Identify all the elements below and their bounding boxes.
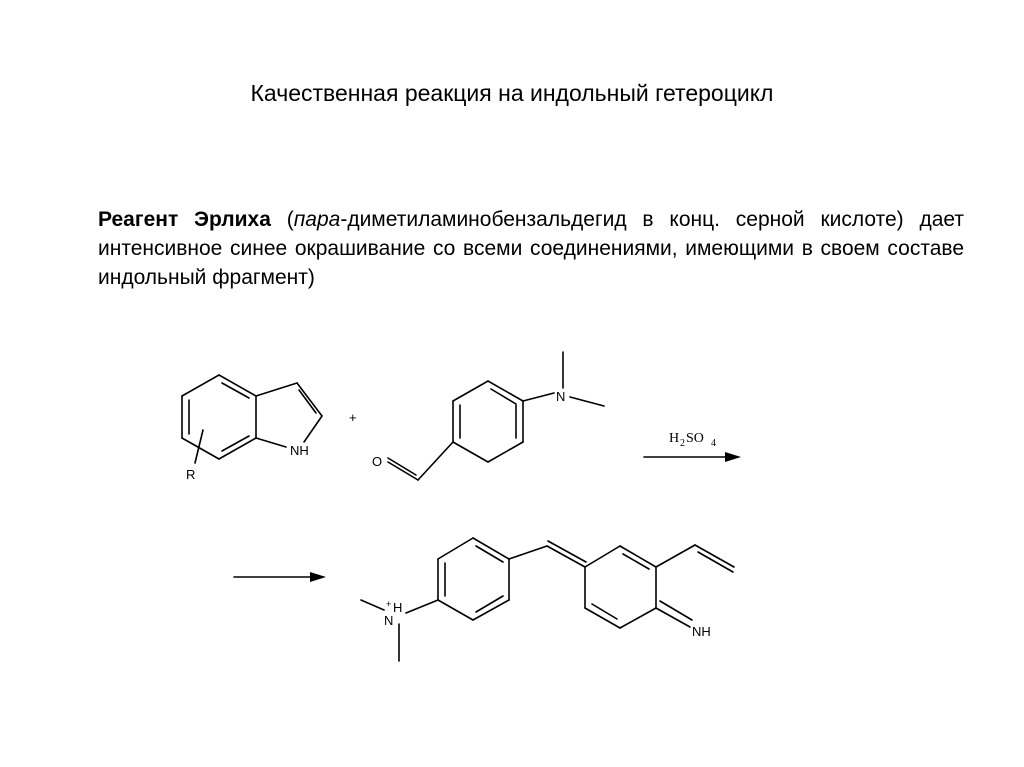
reagent-label	[669, 431, 716, 449]
plus-sign: +	[349, 410, 357, 425]
arrowhead-2	[310, 572, 326, 582]
para-italic: пара	[293, 208, 341, 231]
svg-text:2: 2	[680, 438, 685, 449]
product-structure	[361, 538, 734, 661]
ammonium-h-label: H	[393, 600, 403, 615]
slide-title: Качественная реакция на индольный гетероцикл	[250, 80, 774, 106]
r-substituent-label: R	[186, 467, 196, 482]
svg-text:H: H	[669, 431, 680, 446]
amine-nitrogen-label: N	[556, 389, 566, 404]
indole-nh-label: NH	[290, 443, 309, 458]
svg-text:4: 4	[711, 438, 716, 449]
positive-charge: +	[386, 599, 392, 609]
arrowhead-1	[725, 452, 741, 462]
ammonium-nitrogen-label: N	[384, 613, 394, 628]
svg-text:SO: SO	[686, 431, 704, 446]
aldehyde-structure	[388, 352, 604, 480]
paren-open: (	[270, 208, 294, 231]
imine-nh-label: NH	[692, 624, 711, 639]
description-text: -диметиламинобензальдегид в конц. серной кислоте) дает интенсивное синее окрашивание со всеми соединениями, имеющими в своем составе индольный фрагмент)	[98, 208, 964, 289]
reagent-name: Реагент Эрлиха	[98, 208, 271, 231]
aldehyde-oxygen-label: O	[372, 454, 383, 469]
